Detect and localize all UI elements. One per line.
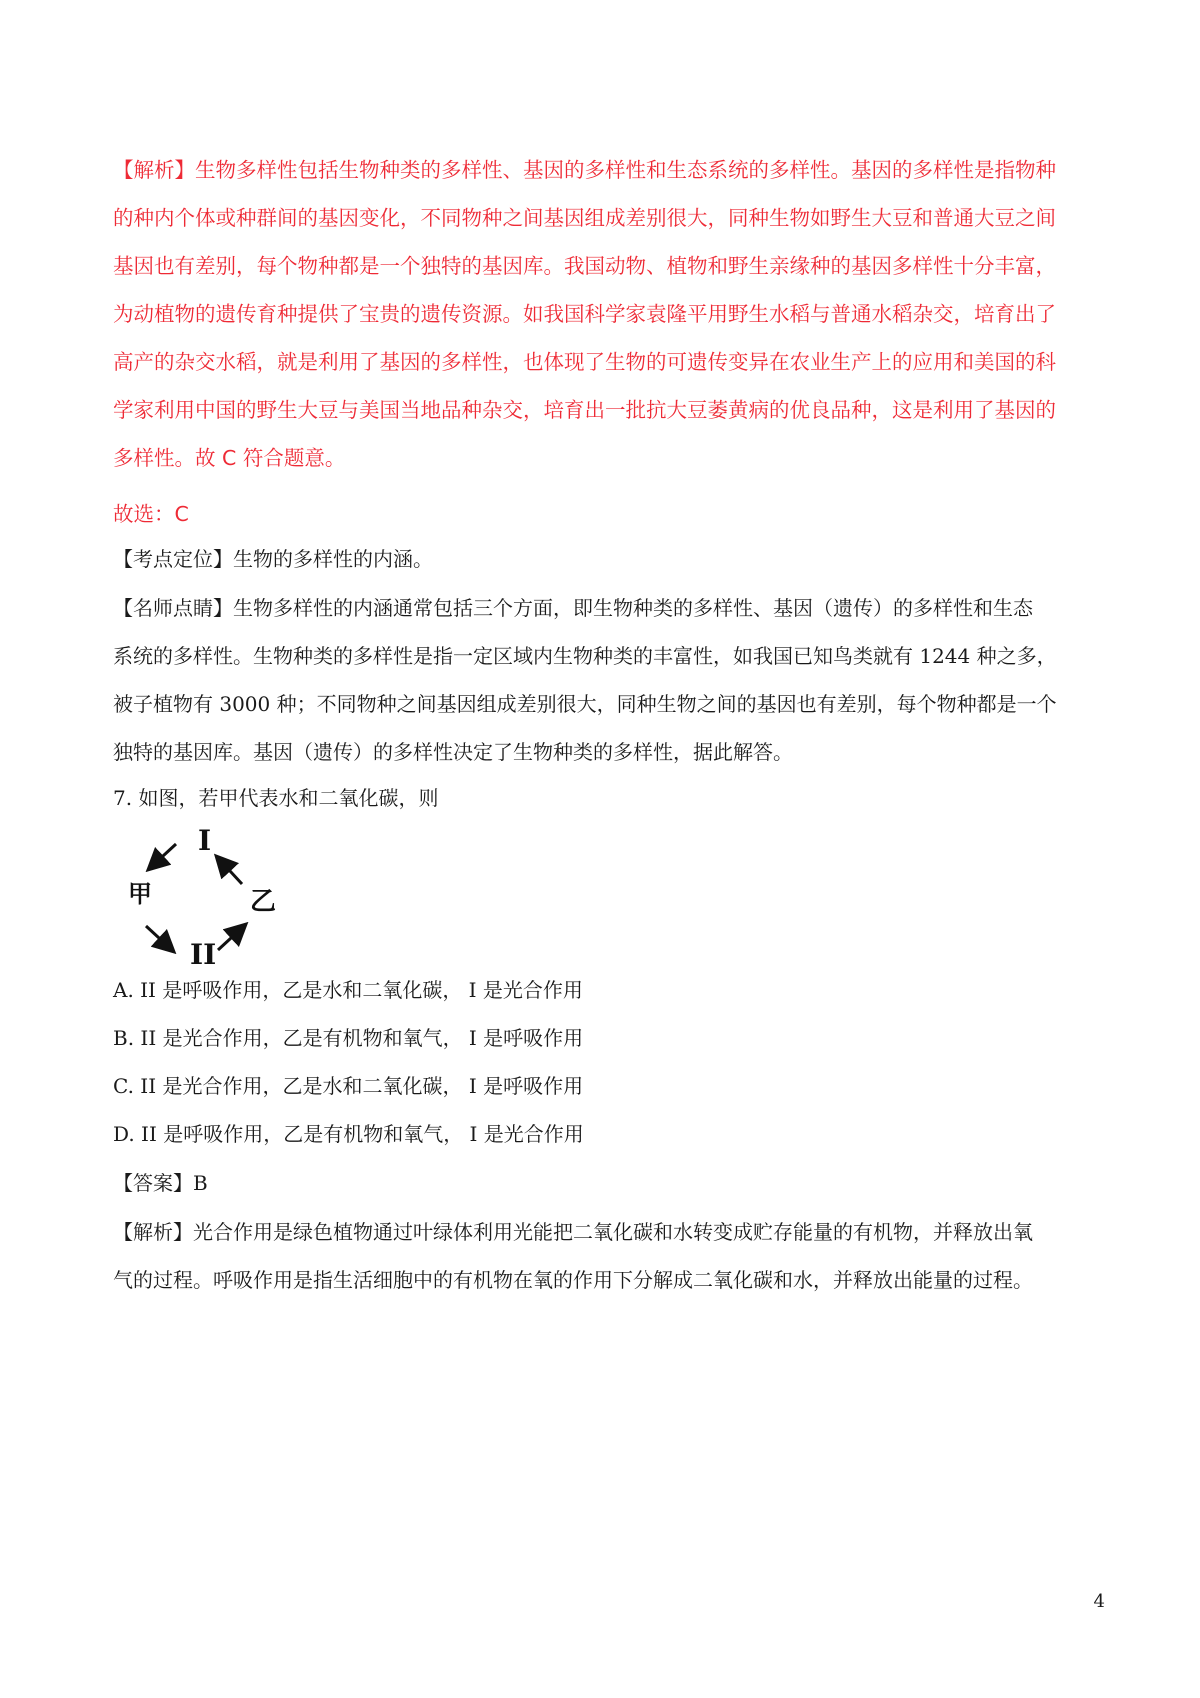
- option-b: B. II 是光合作用，乙是有机物和氧气， I 是呼吸作用: [113, 1026, 584, 1050]
- option-a: A. II 是呼吸作用，乙是水和二氧化碳， I 是光合作用: [113, 978, 583, 1002]
- page-number: 4: [1093, 1591, 1105, 1612]
- teacher-tip-paragraph: [113, 584, 1103, 776]
- teacher-tip-line-4: 独特的基因库。基因（遗传）的多样性决定了生物种类的多样性，据此解答。: [113, 740, 793, 764]
- cycle-diagram: [126, 822, 286, 970]
- teacher-tip-line-3: 被子植物有 3000 种；不同物种之间基因组成差别很大，同种生物之间的基因也有差别，每个物种都是一个: [113, 692, 1057, 716]
- red-analysis-line-4: 为动植物的遗传育种提供了宝贵的遗传资源。如我国科学家袁隆平用野生水稻与普通水稻杂交，培育出了: [113, 302, 1056, 326]
- options-list: [113, 966, 1103, 1158]
- red-analysis-line-7: 多样性。故 C 符合题意。: [113, 446, 346, 470]
- analysis-paragraph: [113, 1208, 1103, 1304]
- answer-line: 【答案】B: [113, 1171, 208, 1195]
- option-c: C. II 是光合作用，乙是水和二氧化碳， I 是呼吸作用: [113, 1074, 584, 1098]
- arrow-left-to-bottom: [146, 926, 172, 950]
- keypoint-line: 【考点定位】生物的多样性的内涵。: [113, 547, 433, 571]
- teacher-tip-line-2: 系统的多样性。生物种类的多样性是指一定区域内生物种类的丰富性，如我国已知鸟类就有 1244 种之多，: [113, 644, 1057, 668]
- cycle-diagram-svg: [126, 822, 286, 970]
- red-analysis-line-2: 的种内个体或种群间的基因变化，不同物种之间基因组成差别很大，同种生物如野生大豆和普通大豆之间: [113, 206, 1056, 230]
- arrow-bottom-to-right: [218, 926, 244, 950]
- diagram-label-top: I: [198, 824, 212, 857]
- arrow-top-to-left: [150, 844, 176, 868]
- red-answer-line: 故选：C: [113, 502, 189, 526]
- diagram-label-bottom: II: [190, 938, 217, 970]
- diagram-label-left: 甲: [128, 879, 152, 908]
- option-d: D. II 是呼吸作用，乙是有机物和氧气， I 是光合作用: [113, 1122, 584, 1146]
- arrow-right-to-top: [218, 858, 242, 884]
- diagram-label-right: 乙: [250, 887, 277, 917]
- teacher-tip-line-1: 【名师点睛】生物多样性的内涵通常包括三个方面，即生物种类的多样性、基因（遗传）的多样性和生态: [113, 596, 1033, 620]
- red-analysis-line-3: 基因也有差别，每个物种都是一个独特的基因库。我国动物、植物和野生亲缘种的基因多样性十分丰富，: [113, 254, 1056, 278]
- red-analysis-line-6: 学家利用中国的野生大豆与美国当地品种杂交，培育出一批抗大豆萎黄病的优良品种，这是利用了基因的: [113, 398, 1056, 422]
- analysis-line-1: 【解析】光合作用是绿色植物通过叶绿体利用光能把二氧化碳和水转变成贮存能量的有机物，并释放出氧: [113, 1220, 1033, 1244]
- analysis-line-2: 气的过程。呼吸作用是指生活细胞中的有机物在氧的作用下分解成二氧化碳和水，并释放出能量的过程。: [113, 1268, 1033, 1292]
- question-stem: 7. 如图，若甲代表水和二氧化碳，则: [113, 786, 439, 810]
- red-analysis-paragraph: [113, 146, 1103, 482]
- red-analysis-line-1: 【解析】生物多样性包括生物种类的多样性、基因的多样性和生态系统的多样性。基因的多样性是指物种: [113, 158, 1056, 182]
- red-analysis-line-5: 高产的杂交水稻，就是利用了基因的多样性，也体现了生物的可遗传变异在农业生产上的应用和美国的科: [113, 350, 1056, 374]
